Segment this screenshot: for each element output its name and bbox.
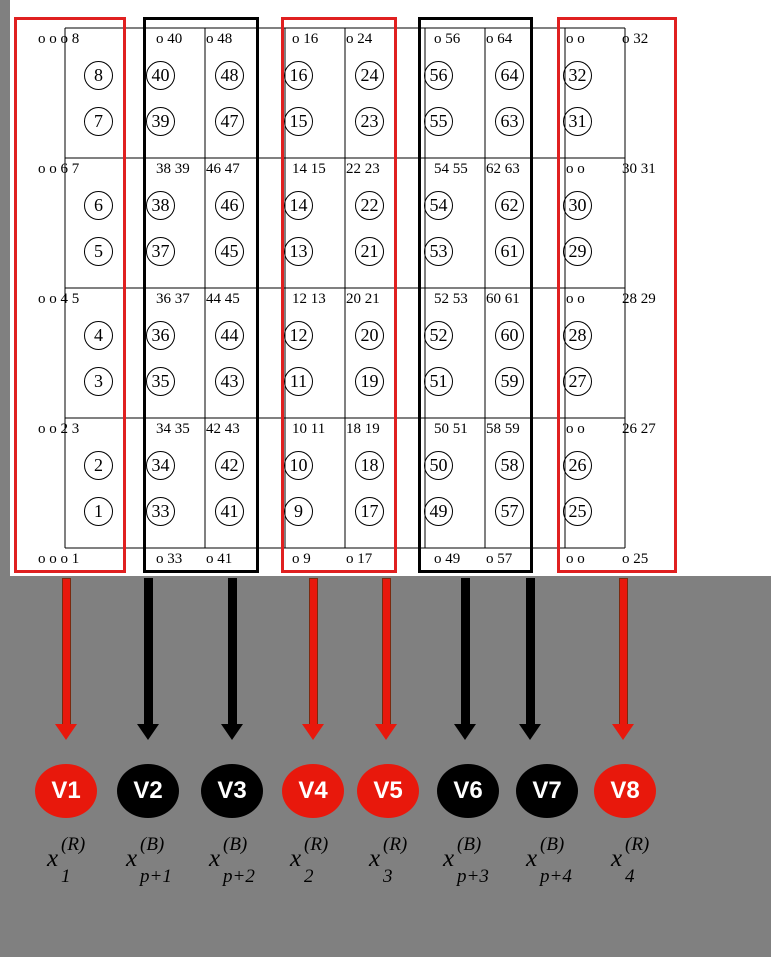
- cell-circle: 38: [146, 191, 175, 220]
- variable-symbol: [290, 834, 329, 887]
- variable-symbol-base: x: [126, 845, 138, 872]
- cell-circle: 57: [495, 497, 524, 526]
- cell-circle: 43: [215, 367, 244, 396]
- cell-circle: 25: [563, 497, 592, 526]
- edge-label: 34 35: [156, 421, 190, 437]
- edge-label: 36 37: [156, 291, 190, 307]
- cell-circle: 62: [495, 191, 524, 220]
- edge-label: 44 45: [206, 291, 240, 307]
- cell-circle: 1: [84, 497, 113, 526]
- edge-label: o 25: [622, 551, 649, 567]
- cell-circle: 39: [146, 107, 175, 136]
- variable-subscript: p+2: [223, 866, 255, 887]
- edge-label: o 16: [292, 31, 319, 47]
- edge-label: o o: [566, 31, 585, 47]
- red-column-group: [281, 17, 397, 573]
- cell-circle: 9: [284, 497, 313, 526]
- arrow-shaft: [619, 578, 628, 726]
- variable-subscript: p+4: [540, 866, 572, 887]
- cell-circle: 46: [215, 191, 244, 220]
- edge-label: 14 15: [292, 161, 326, 177]
- variable-symbol-base: x: [611, 845, 623, 872]
- variable-symbol: [611, 834, 650, 887]
- edge-label: 30 31: [622, 161, 656, 177]
- variable-symbol-base: x: [209, 845, 221, 872]
- black-column-group: [143, 17, 259, 573]
- edge-label: 26 27: [622, 421, 656, 437]
- edge-label: o 33: [156, 551, 183, 567]
- edge-label: o 64: [486, 31, 513, 47]
- arrow-shaft: [526, 578, 535, 726]
- edge-label: 46 47: [206, 161, 240, 177]
- variable-subscript: 3: [383, 866, 393, 887]
- variable-superscript: (B): [140, 834, 165, 855]
- edge-label: o 32: [622, 31, 649, 47]
- cell-circle: 3: [84, 367, 113, 396]
- arrow-shaft: [228, 578, 237, 726]
- cell-circle: 54: [424, 191, 453, 220]
- cell-circle: 12: [284, 321, 313, 350]
- cell-circle: 17: [355, 497, 384, 526]
- cell-circle: 35: [146, 367, 175, 396]
- variable-superscript: (R): [61, 834, 86, 855]
- variable-node-v8: V8: [594, 764, 656, 818]
- variable-symbol-base: x: [290, 845, 302, 872]
- edge-label: o o: [566, 291, 585, 307]
- cell-circle: 22: [355, 191, 384, 220]
- cell-circle: 6: [84, 191, 113, 220]
- edge-label: o 17: [346, 551, 373, 567]
- variable-subscript: 2: [304, 866, 314, 887]
- cell-circle: 2: [84, 451, 113, 480]
- variable-superscript: (B): [457, 834, 482, 855]
- edge-label: o 24: [346, 31, 373, 47]
- cell-circle: 32: [563, 61, 592, 90]
- arrow-head: [519, 724, 541, 740]
- cell-circle: 26: [563, 451, 592, 480]
- edge-label: o 9: [292, 551, 311, 567]
- edge-label: o o: [566, 421, 585, 437]
- edge-label: 12 13: [292, 291, 326, 307]
- cell-circle: 10: [284, 451, 313, 480]
- cell-circle: 59: [495, 367, 524, 396]
- variable-symbol-base: x: [443, 845, 455, 872]
- cell-circle: 42: [215, 451, 244, 480]
- cell-circle: 16: [284, 61, 313, 90]
- arrow-head: [137, 724, 159, 740]
- cell-circle: 5: [84, 237, 113, 266]
- cell-circle: 37: [146, 237, 175, 266]
- cell-circle: 64: [495, 61, 524, 90]
- variable-subscript: p+1: [140, 866, 172, 887]
- cell-circle: 30: [563, 191, 592, 220]
- variable-node-v2: V2: [117, 764, 179, 818]
- variable-node-v1: V1: [35, 764, 97, 818]
- arrow-head: [375, 724, 397, 740]
- variable-superscript: (R): [304, 834, 329, 855]
- variable-subscript: p+3: [457, 866, 489, 887]
- cell-circle: 21: [355, 237, 384, 266]
- cell-circle: 50: [424, 451, 453, 480]
- cell-circle: 13: [284, 237, 313, 266]
- edge-label: 54 55: [434, 161, 468, 177]
- arrow-head: [302, 724, 324, 740]
- edge-label: o 49: [434, 551, 461, 567]
- variable-symbol-base: x: [47, 845, 59, 872]
- cell-circle: 40: [146, 61, 175, 90]
- arrow-head: [221, 724, 243, 740]
- edge-label: 18 19: [346, 421, 380, 437]
- black-column-group: [418, 17, 533, 573]
- cell-circle: 36: [146, 321, 175, 350]
- variable-symbol: [126, 834, 172, 887]
- cell-circle: 56: [424, 61, 453, 90]
- variable-superscript: (R): [383, 834, 408, 855]
- cell-circle: 47: [215, 107, 244, 136]
- edge-label: 38 39: [156, 161, 190, 177]
- edge-label: o o: [566, 551, 585, 567]
- cell-circle: 48: [215, 61, 244, 90]
- arrow-shaft: [309, 578, 318, 726]
- variable-subscript: 4: [625, 866, 635, 887]
- edge-label: o o 2 3: [38, 421, 80, 437]
- cell-circle: 28: [563, 321, 592, 350]
- edge-label: 20 21: [346, 291, 380, 307]
- edge-label: 42 43: [206, 421, 240, 437]
- edge-label: o o o 8: [38, 31, 80, 47]
- cell-circle: 8: [84, 61, 113, 90]
- arrow-head: [454, 724, 476, 740]
- arrow-head: [55, 724, 77, 740]
- arrow-shaft: [382, 578, 391, 726]
- edge-label: 10 11: [292, 421, 326, 437]
- cell-circle: 53: [424, 237, 453, 266]
- cell-circle: 15: [284, 107, 313, 136]
- edge-label: 22 23: [346, 161, 380, 177]
- cell-circle: 58: [495, 451, 524, 480]
- edge-label: o 56: [434, 31, 461, 47]
- arrow-shaft: [144, 578, 153, 726]
- cell-circle: 45: [215, 237, 244, 266]
- variable-node-v4: V4: [282, 764, 344, 818]
- cell-circle: 63: [495, 107, 524, 136]
- edge-label: 52 53: [434, 291, 468, 307]
- variable-symbol: [369, 834, 408, 887]
- variable-symbol-base: x: [369, 845, 381, 872]
- edge-label: 60 61: [486, 291, 520, 307]
- cell-circle: 7: [84, 107, 113, 136]
- variable-symbol: [443, 834, 489, 887]
- edge-label: o o 6 7: [38, 161, 80, 177]
- cell-circle: 33: [146, 497, 175, 526]
- variable-superscript: (B): [223, 834, 248, 855]
- cell-circle: 20: [355, 321, 384, 350]
- variable-symbol: [526, 834, 572, 887]
- cell-circle: 18: [355, 451, 384, 480]
- variable-symbol-base: x: [526, 845, 538, 872]
- cell-circle: 55: [424, 107, 453, 136]
- variable-node-v3: V3: [201, 764, 263, 818]
- variable-symbol: [47, 834, 86, 887]
- cell-circle: 23: [355, 107, 384, 136]
- cell-circle: 51: [424, 367, 453, 396]
- red-column-group: [14, 17, 126, 573]
- variable-node-v7: V7: [516, 764, 578, 818]
- edge-label: o 57: [486, 551, 513, 567]
- edge-label: o o: [566, 161, 585, 177]
- cell-circle: 49: [424, 497, 453, 526]
- cell-circle: 27: [563, 367, 592, 396]
- variable-node-v5: V5: [357, 764, 419, 818]
- arrow-shaft: [461, 578, 470, 726]
- cell-circle: 34: [146, 451, 175, 480]
- cell-circle: 44: [215, 321, 244, 350]
- cell-circle: 14: [284, 191, 313, 220]
- cell-circle: 52: [424, 321, 453, 350]
- edge-label: 58 59: [486, 421, 520, 437]
- edge-label: o 41: [206, 551, 233, 567]
- variable-symbol: [209, 834, 255, 887]
- cell-circle: 29: [563, 237, 592, 266]
- cell-circle: 60: [495, 321, 524, 350]
- edge-label: 50 51: [434, 421, 468, 437]
- cell-circle: 31: [563, 107, 592, 136]
- variable-superscript: (B): [540, 834, 565, 855]
- cell-circle: 61: [495, 237, 524, 266]
- arrow-shaft: [62, 578, 71, 726]
- variable-superscript: (R): [625, 834, 650, 855]
- cell-circle: 41: [215, 497, 244, 526]
- variable-subscript: 1: [61, 866, 71, 887]
- edge-label: o 48: [206, 31, 233, 47]
- cell-circle: 24: [355, 61, 384, 90]
- edge-label: 28 29: [622, 291, 656, 307]
- edge-label: 62 63: [486, 161, 520, 177]
- cell-circle: 19: [355, 367, 384, 396]
- red-column-group: [557, 17, 677, 573]
- edge-label: o 40: [156, 31, 183, 47]
- edge-label: o o o 1: [38, 551, 80, 567]
- arrow-head: [612, 724, 634, 740]
- cell-circle: 4: [84, 321, 113, 350]
- edge-label: o o 4 5: [38, 291, 80, 307]
- variable-node-v6: V6: [437, 764, 499, 818]
- cell-circle: 11: [284, 367, 313, 396]
